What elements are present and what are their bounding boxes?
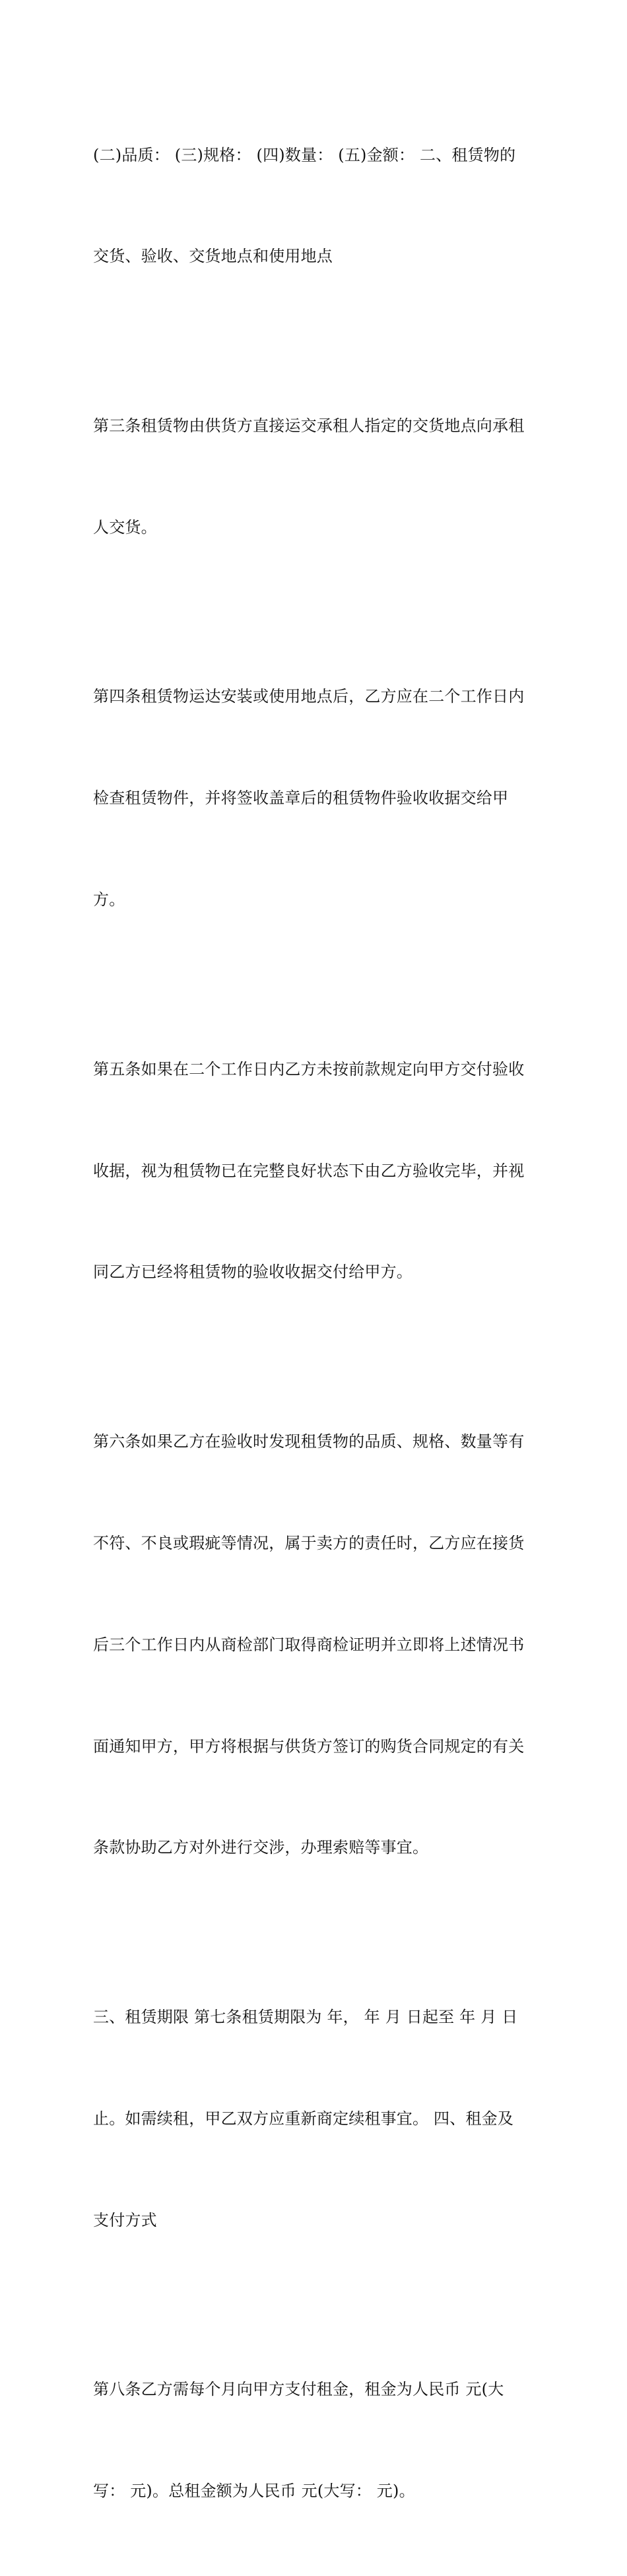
- text-line: 人交货。: [93, 517, 157, 537]
- paragraph-item-specs: [93, 71, 542, 341]
- text-line: 第四条租赁物运达安装或使用地点后，乙方应在二个工作日内: [93, 687, 525, 706]
- text-line: 条款协助乙方对外进行交涉，办理索赔等事宜。: [93, 1838, 429, 1857]
- text-line: 不符、不良或瑕疵等情况，属于卖方的责任时，乙方应在接货: [93, 1533, 525, 1552]
- text-line: 检查租赁物件，并将签收盖章后的租赁物件验收收据交给甲: [93, 789, 509, 808]
- text-line: 第八条乙方需每个月向甲方支付租金，租金为人民币 元(大: [93, 2380, 504, 2399]
- text-line: 后三个工作日内从商检部门取得商检证明并立即将上述情况书: [93, 1635, 525, 1654]
- text-line: 第六条如果乙方在验收时发现租赁物的品质、规格、数量等有: [93, 1432, 525, 1451]
- text-line: 同乙方已经将租赁物的验收收据交付给甲方。: [93, 1263, 412, 1282]
- paragraph-article-3: [93, 341, 542, 612]
- text-line: 第五条如果在二个工作日内乙方未按前款规定向甲方交付验收: [93, 1059, 525, 1078]
- paragraph-article-6: [93, 1357, 542, 1932]
- text-line: 收据，视为租赁物已在完整良好状态下由乙方验收完毕，并视: [93, 1161, 525, 1180]
- paragraph-article-4: [93, 612, 542, 985]
- paragraph-article-5: [93, 985, 542, 1357]
- text-line: 面通知甲方，甲方将根据与供货方签订的购货合同规定的有关: [93, 1736, 525, 1756]
- text-line: 方。: [93, 890, 125, 909]
- text-line: 止。如需续租，甲乙双方应重新商定续租事宜。 四、租金及: [93, 2109, 514, 2128]
- document-body: [93, 71, 542, 2576]
- text-line: 三、租赁期限 第七条租赁期限为 年， 年 月 日起至 年 月 日: [93, 2007, 518, 2026]
- text-line: 支付方式: [93, 2210, 157, 2229]
- text-line: 写： 元)。总租金额为人民币 元(大写： 元)。: [93, 2482, 415, 2501]
- paragraph-article-8: [93, 2305, 542, 2576]
- text-line: (二)品质： (三)规格： (四)数量： (五)金额： 二、租赁物的: [93, 145, 516, 164]
- text-line: 交货、验收、交货地点和使用地点: [93, 247, 333, 266]
- paragraph-section-3-lease-term: [93, 1932, 542, 2305]
- text-line: 第三条租赁物由供货方直接运交承租人指定的交货地点向承租: [93, 416, 525, 435]
